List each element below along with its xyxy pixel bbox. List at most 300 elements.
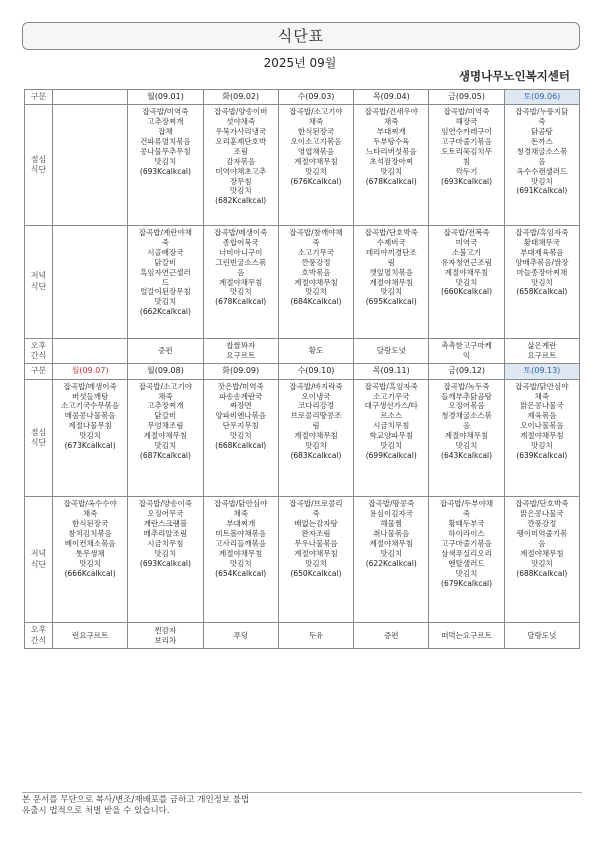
menu-line: 잡채 [158,127,173,137]
menu-line: 브로콜리땅콩조 [290,411,342,421]
menu-line: 마늘종장아찌채 [516,267,568,277]
menu-line: 맛김치 [530,277,553,287]
menu-line: 채죽 [308,117,324,127]
menu-line: 임연수카레구이 [441,127,492,137]
menu-line: 죽 [538,117,546,127]
menu-line: 죽 [161,238,170,248]
menu-line: 식단 [30,281,47,291]
menu-line: 맛김치 [380,441,403,451]
menu-line: 계절야채무침 [369,538,413,548]
menu-line: 죽 [462,509,471,519]
menu-line: 저녁 [30,271,47,281]
menu-line: 맛김치 [79,431,102,441]
menu-line: 섯야채죽 [226,117,256,127]
menu-line: 호박볶음 [301,267,331,277]
menu-line: 잡곡밥/닭안심야 [214,499,268,509]
menu-line: 시금치무침 [373,421,410,431]
snack-menu-cell [354,623,429,649]
day-header: 목(09.04) [354,90,429,105]
menu-line: 데리야끼경단조 [365,247,417,257]
menu-line: 깻잎멸치볶음 [369,267,413,277]
menu-line: 오이나물볶음 [520,421,564,431]
menu-line: (666Kcalkcal) [64,568,116,578]
day-header: 화(09.02) [203,90,278,105]
menu-line: 잡곡밥/양송이버 [214,107,268,117]
menu-line: 계절야채무침 [520,548,564,558]
menu-line: 오징어무국 [147,509,184,519]
menu-line: 맛김치 [455,441,478,451]
menu-line: (679Kcalkcal) [441,578,493,588]
menu-line: 맛김치 [380,548,403,558]
menu-line: 영엽채볶음 [297,146,335,156]
lunch-label [25,105,53,226]
menu-line: 맛김치 [154,441,177,451]
menu-line: (673Kcalkcal) [64,441,116,451]
day-header: 수(09.10) [278,364,353,379]
menu-line: 맛김치 [79,558,102,568]
menu-line: (682Kcalkcal) [215,196,267,206]
menu-line: 조림 [233,146,248,156]
lunch-menu-cell [278,379,353,497]
snack-menu-cell [278,338,353,364]
menu-line: (678Kcalkcal) [215,297,267,307]
menu-line: 잡곡밥/참깨야채 [289,228,343,238]
menu-line: 달랑도넛 [527,630,557,640]
menu-line: 계절야채무침 [294,548,338,558]
menu-line: 맛김치 [380,166,403,176]
menu-line: 오이소고기볶음 [290,137,342,147]
menu-line: 오후 [30,340,47,350]
menu-line: 삶은계란 [527,341,557,351]
menu-line: 계절야채무침 [444,431,489,441]
lunch-menu-cell [354,379,429,497]
menu-line: 고사리들깨볶음 [215,538,267,548]
dinner-row [25,226,580,339]
menu-line: 맛김치 [229,287,252,297]
menu-line: 잡곡밥/메생이죽 [214,228,268,238]
snack-menu-cell [53,623,128,649]
menu-line: 건파류멸치볶음 [140,137,191,147]
lunch-menu-cell [504,105,579,226]
menu-line: 들깨부추닭곰탕 [441,391,492,401]
menu-line: 무엉채조림 [147,421,184,431]
menu-line: 계절야채무침 [218,277,263,287]
menu-line: 잡곡밥/단호박죽 [364,228,418,238]
day-header: 월(09.07) [53,364,128,379]
menu-line: 잡곡밥/소고기야 [138,381,193,391]
menu-line: (683Kcalkcal) [290,450,342,460]
menu-line: 맛김치 [229,186,252,196]
menu-line: 식단 [30,165,47,175]
menu-line: 잡곡밥/소고기야 [289,107,343,117]
dinner-menu-cell [128,226,203,339]
menu-line: 채죽 [233,509,248,519]
menu-line: 런요구르트 [72,630,109,640]
menu-line: 고추장찌개 [147,117,184,127]
menu-line: 배없는감자탕 [294,519,338,529]
menu-line: 엔탈샐러드 [448,558,485,568]
menu-line: 시골배장국 [147,247,184,257]
dinner-menu-cell [354,226,429,339]
menu-line: 부대제육볶음 [520,247,564,257]
menu-line: 침 [462,156,471,166]
menu-line: 삼색푸실리오리 [441,548,492,558]
menu-line: 요구르트 [527,351,557,361]
lunch-menu-cell [128,105,203,226]
menu-line: 학교양파무침 [369,431,413,441]
menu-line: 맛김치 [305,558,327,568]
menu-line: 보리차 [154,635,177,645]
snack-menu-cell [203,338,278,364]
menu-line: 고구마줄기볶음 [441,137,492,147]
lunch-menu-cell [278,105,353,226]
menu-line: 맑은콩나물국 [520,401,564,411]
menu-line: 잡곡밥/누룽지닭 [515,107,569,117]
menu-line: 유자청연근조림 [441,257,492,267]
menu-line: (693Kcalkcal) [441,176,493,186]
menu-line: (676Kcalkcal) [290,176,342,186]
menu-line: 증편 [158,346,173,356]
menu-line: 미역야채초고추 [215,166,267,176]
menu-line: 맛김치 [530,558,553,568]
menu-line: 점심 [30,154,47,164]
menu-line: 맛김치 [154,156,177,166]
menu-line: 채죽 [158,391,173,401]
menu-line: 베이컨채소볶음 [64,538,116,548]
menu-line: 닭갈비 [154,257,177,267]
menu-line: 그린빈굴소스볶 [215,257,267,267]
menu-line: 음 [538,156,546,166]
menu-line: (650Kcalkcal) [290,568,342,578]
menu-line: 미트볼야채볶음 [215,529,267,539]
menu-line: 맛김치 [229,558,252,568]
day-header: 토(09.13) [504,364,579,379]
menu-line: 도토리묵김치무 [441,146,492,156]
menu-line: 익 [462,351,471,361]
menu-line: 잡곡밥/건새우야 [364,107,418,117]
menu-line: 황태채무국 [523,238,560,248]
menu-line: 수제비국 [376,238,406,248]
menu-line: 맛김치 [154,297,177,307]
menu-line: 하이라이스 [448,529,485,539]
menu-line: (622Kcalkcal) [365,558,417,568]
menu-line: 시금치무침 [147,538,184,548]
menu-line: 맛김치 [455,277,478,287]
day-header: 금(09.12) [429,364,504,379]
menu-line: 맛김치 [229,431,252,441]
menu-line: 간식 [30,351,47,361]
menu-line: 옥수수캔샐러드 [516,166,568,176]
menu-line: 잣은밥/미역죽 [217,381,264,391]
dinner-menu-cell [53,497,128,623]
menu-line: 잡곡밥/미역죽 [443,107,490,117]
menu-line: (639Kcalkcal) [516,450,568,460]
menu-line: 종합어묵국 [222,238,259,248]
lunch-menu-cell [504,379,579,497]
menu-line: 부대찌개 [226,519,256,529]
menu-line: 메추리알조림 [143,529,188,539]
menu-line: 잡곡밥/흑임자죽 [515,228,569,238]
snack-menu-cell [504,338,579,364]
menu-line: 돈까스 [530,137,553,147]
menu-line: 무우나물볶음 [294,538,338,548]
dinner-menu-cell [203,497,278,623]
menu-line: 오이냉국 [301,391,331,401]
notice-line-1: 본 문서를 무단으로 복사/변조/재배포를 금하고 개인정보 불법 [22,795,250,805]
menu-line: 맛김치 [380,287,403,297]
menu-line: 버섯들깨탕 [72,391,109,401]
menu-line: 오리훈제단호박 [215,137,267,147]
menu-line: 해물찜 [380,519,403,529]
dinner-menu-cell [278,497,353,623]
dinner-menu-cell [429,497,504,623]
menu-line: (678Kcalkcal) [365,176,417,186]
menu-line: (660Kcalkcal) [441,287,493,297]
menu-line: 채죽 [534,391,550,401]
menu-line: 림 [312,421,320,431]
menu-line: (643Kcalkcal) [441,450,493,460]
menu-line: 잡곡밥/메생이죽 [63,381,117,391]
menu-line: 증편 [384,630,399,640]
menu-line: 림 [387,257,395,267]
lunch-menu-cell [203,105,278,226]
dinner-menu-cell [278,226,353,339]
menu-line: 소고기무국 [373,391,410,401]
menu-line: 청경채굴소스볶 [516,146,568,156]
menu-line: (658Kcalkcal) [516,287,568,297]
menu-line: 흑임자연근샐러 [140,267,191,277]
lunch-menu-cell [354,105,429,226]
menu-line: 두유 [308,630,324,640]
menu-line: 맑은콩나물국 [520,509,564,519]
menu-line: 톳무생채 [75,548,105,558]
menu-line: 황태두부국 [448,519,485,529]
menu-line: 요구르트 [226,351,256,361]
menu-line: 파송송계란국 [218,391,263,401]
menu-line: (684Kcalkcal) [290,297,342,307]
menu-line: 잡곡밥/양송이죽 [138,499,193,509]
snack-menu-cell [128,338,203,364]
menu-line: 떠먹는요구르트 [441,630,492,640]
menu-line: (654Kcalkcal) [215,568,267,578]
menu-line: 감자볶음 [226,156,256,166]
menu-line: 계절야채무침 [294,156,338,166]
menu-line: 잡곡밥/녹두죽 [443,381,490,391]
menu-line: 찹쌀꽈자 [226,341,256,351]
menu-line: 닭곰탕 [530,127,553,137]
menu-line: 계절야채무침 [143,431,188,441]
menu-line: 맛김치 [530,441,553,451]
snack-menu-cell [128,623,203,649]
menu-line: 음 [538,538,546,548]
menu-line: 취나물볶음 [373,529,410,539]
dinner-label [25,497,53,623]
menu-line: 잡곡밥/바지락죽 [289,381,343,391]
menu-line: 계절나물무침 [68,421,112,431]
menu-line: 죽 [312,238,320,248]
menu-line: 죽 [312,509,320,519]
menu-line: 잡곡밥/두부야채 [439,499,494,509]
menu-line: 용심이김자국 [369,509,413,519]
menu-line: 계절야채무침 [520,431,564,441]
day-header-row [25,364,580,379]
menu-line: (699Kcalkcal) [365,450,417,460]
category-label: 구분 [25,90,53,105]
menu-line: 계란스크램블 [143,519,188,529]
day-header: 월(09.01) [128,90,203,105]
day-header: 월(09.08) [128,364,203,379]
snack-menu-cell [429,623,504,649]
center-name: 생명나무노인복지센터 [458,69,570,83]
dinner-menu-cell [429,226,504,339]
category-label: 구분 [25,364,53,379]
menu-line: 소고기국수무볶음 [61,401,120,411]
lunch-menu-cell [128,379,203,497]
menu-line: 잡곡밥/미역죽 [142,107,189,117]
menu-line: 초석잠장아찌 [369,156,413,166]
menu-line: 잡곡밥/흑임자죽 [364,381,418,391]
dinner-label [25,226,53,339]
menu-line: 채죽 [384,117,399,127]
dinner-menu-cell [354,497,429,623]
menu-line: 맛김치 [455,568,478,578]
day-header-row [25,90,580,105]
snack-menu-cell [354,338,429,364]
menu-line: 우묵가사리냉국 [215,127,267,137]
menu-line: 계절야채무침 [294,431,338,441]
menu-line: 완자조림 [301,529,331,539]
lunch-menu-cell [429,105,504,226]
menu-line: 점심 [30,427,47,437]
day-header [53,90,128,105]
snack-label [25,623,53,649]
snack-menu-cell [429,338,504,364]
menu-line: 소고기무국 [297,247,335,257]
menu-line: 얼갈이된장무침 [140,287,191,297]
menu-line: (668Kcalkcal) [215,441,267,451]
menu-month: 2025년 09월 [263,56,337,70]
menu-line: 채죽 [82,509,98,519]
snack-menu-cell [203,623,278,649]
menu-line: (688Kcalkcal) [516,568,568,578]
menu-line: 계절야채무침 [444,267,489,277]
menu-line: 콩나물무추무침 [140,146,191,156]
menu-line: 참치김치볶음 [68,529,112,539]
menu-line: 느타리버섯볶음 [365,146,417,156]
menu-line: 깐풍강정 [301,257,331,267]
menu-line: 맛김치 [305,166,327,176]
lunch-menu-cell [53,105,128,226]
menu-line: 닭갈비 [154,411,177,421]
lunch-row [25,379,580,497]
menu-line: 음 [237,267,245,277]
menu-line: 잡곡밥/전복죽 [443,228,490,238]
menu-line: 잡곡밥/단호박죽 [515,499,569,509]
menu-line: 계절야채무침 [369,277,413,287]
dinner-menu-cell [203,226,278,339]
menu-line: 단무지무침 [222,421,259,431]
menu-line: 대구생선가스/타 [364,401,418,411]
menu-line: 너비아니구이 [218,247,263,257]
menu-line: 맛김치 [154,548,177,558]
copyright-notice [22,792,582,818]
snack-menu-cell [53,338,128,364]
menu-line: 양배추볶음/쌈장 [515,257,569,267]
menu-line: (691Kcalkcal) [516,186,568,196]
menu-line: 한식된장국 [72,519,109,529]
day-header: 토(09.06) [504,90,579,105]
menu-line: 잡곡밥/브로콜리 [289,499,343,509]
menu-line: 맛김치 [530,176,553,186]
menu-line: 미역국 [455,238,478,248]
dinner-menu-cell [504,226,579,339]
menu-line: 부대찌개 [376,127,406,137]
menu-line: 잡곡밥/옥수수야 [63,499,117,509]
menu-line: 팽이미역줄기볶 [516,529,568,539]
menu-line: 깐풍강정 [527,519,557,529]
menu-line: 해장국 [455,117,478,127]
menu-line: 청경채굴소스볶 [441,411,492,421]
day-header: 금(09.05) [429,90,504,105]
snack-label [25,338,53,364]
notice-line-2: 유출시 법적으로 처벌 받을 수 있습니다. [22,806,170,817]
menu-line: 촉촉한고구마케 [441,341,492,351]
menu-line: 간식 [30,635,47,645]
menu-line: 고추장찌개 [147,401,184,411]
dinner-menu-cell [128,497,203,623]
day-header: 화(09.09) [203,364,278,379]
menu-line: 르소스 [380,411,403,421]
menu-line: 황도 [308,346,324,356]
menu-line: (695Kcalkcal) [365,297,417,307]
menu-line: 제육볶음 [527,411,557,421]
snack-row [25,338,580,364]
menu-line: 코다리강정 [297,401,335,411]
menu-line: 고구마줄기볶음 [441,538,492,548]
lunch-menu-cell [429,379,504,497]
lunch-menu-cell [203,379,278,497]
lunch-label [25,379,53,497]
menu-line: 매콤콩나물볶음 [64,411,116,421]
menu-line: 찐감자 [154,625,177,635]
menu-line: (693Kcalkcal) [139,166,191,176]
menu-line: (687Kcalkcal) [139,450,191,460]
menu-line: 양파비엔나볶음 [215,411,267,421]
page-title: 식단표 [22,22,580,50]
meal-schedule-table [24,89,580,649]
menu-line: 푸딩 [233,630,248,640]
menu-line: 맛김치 [305,287,327,297]
dinner-menu-cell [504,497,579,623]
dinner-menu-cell [53,226,128,339]
menu-line: 잡곡밥/닭안심야 [515,381,569,391]
lunch-row [25,105,580,226]
day-header: 수(09.03) [278,90,353,105]
menu-line: 잡곡밥/계란야채 [138,228,193,238]
menu-line: (693Kcalkcal) [139,558,191,568]
snack-row [25,623,580,649]
menu-line: 소불고기 [452,247,482,257]
menu-line: 잡곡밥/땅콩죽 [368,499,415,509]
menu-line: 오징어볶음 [448,401,485,411]
menu-line: (662Kcalkcal) [139,307,191,317]
menu-line: 깍두기 [455,166,478,176]
menu-line: 계절야채무침 [218,548,263,558]
menu-line: 식단 [30,438,47,448]
snack-menu-cell [278,623,353,649]
menu-line: 드 [161,277,170,287]
menu-line: 음 [462,421,471,431]
